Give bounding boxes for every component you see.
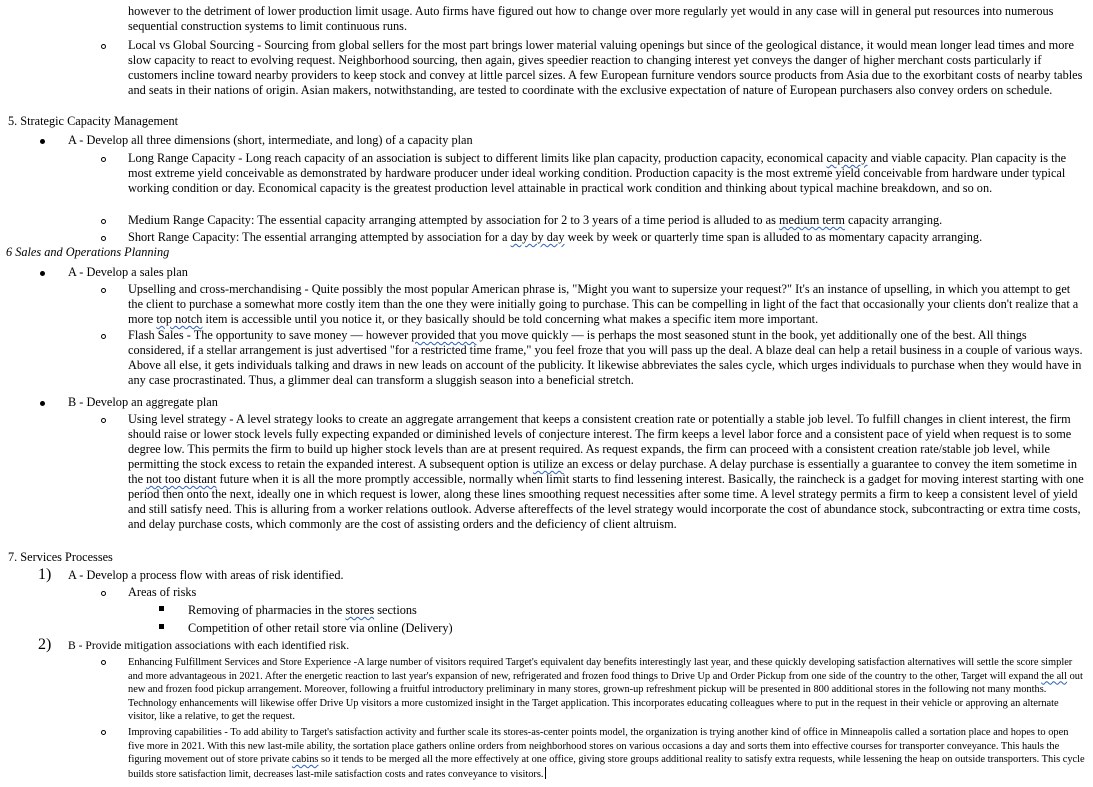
list-item-aggregate-plan: B - Develop an aggregate plan [68,395,218,409]
heading-section-7: 7. Services Processes [8,550,113,564]
list-item-upselling [128,282,1086,327]
heading-section-6: 6 Sales and Operations Planning [6,245,170,259]
text-part: Medium Range Capacity: The essential capacity arranging attempted by association for 2 to 3 years of a time period is alluded to as [128,213,779,227]
filled-bullet-icon [40,271,45,276]
spell-check-word[interactable]: day by day [510,230,565,244]
text-part: you move quickly — is perhaps the most seasoned stunt in the book, yet additionally one of the best. All things considered, if a stellar arrangement is just advertised "for a restricted time frame," you feel froze that you will pass up the deal. A blaze deal can help a retail business in a couple of various ways. Above all else, it gets individuals talking and draws in new leads on account of the publicity. It likewise abbreviates the sales cycle, which urges individuals to purchase when they would have in any case procrastinated. Thus, a glimmer deal can transform a sluggish season into a beneficial stretch. [128,328,1083,387]
list-item-enhancing [128,656,1086,724]
list-item-improving [128,726,1086,781]
spell-check-word[interactable]: stores [345,603,375,617]
list-item-areas-of-risk: Areas of risks [128,585,197,599]
list-item-mitigation: B - Provide mitigation associations with each identified risk. [68,639,350,652]
text-part: an excess or delay purchase. A delay purchase is essentially a guarantee to convey the item sometime in the [128,457,1077,486]
hollow-bullet-icon [101,236,106,241]
list-number: 1) [38,566,52,583]
paragraph-continuation [128,4,1086,34]
hollow-bullet-icon [101,591,106,596]
list-item-short-range [128,230,1086,245]
list-item-text: Local vs Global Sourcing - Sourcing from global sellers for the most part brings lower material valuing openings but since of the geological distance, it would mean longer lead times and more slow capacity to react to evolving request. Neighborhood sourcing, then again, gives speedier reaction to changing interest yet conveys the danger of higher merchant costs particularly if customers incline toward nearby providers to keep stock and convey at little parcel sizes. A few European furniture vendors source products from Asia due to the exorbitant costs of nearby tables and seats in their nations of origin. Asian makers, notwithstanding, are tested to coordinate with the exclusive expectation of nature of European purchasers also convey orders on schedule. [128,38,1083,97]
paragraph-text: however to the detriment of lower production limit usage. Auto firms have figured out how to change over more regularly yet would in any case will in general put resources into numerous sequential construction systems to limit continuous runs. [128,4,1054,33]
text-part: out new and frozen food pickup arrangement. Moreover, following a fruitful introductory preliminary in many stores, grown-up refreshment pickup will be presented in 800 additional stores in the following not many months. Technology enhancements will likewise offer Drive Up visitors a more customized insight in the Target application. This incorporates educating colleagues where to put in the request in their vehicle or approving an alternate visitor, like a relative, to get the request. [128,670,1083,723]
text-cursor [545,767,546,779]
text-part: Enhancing Fulfillment Services and Store Experience -A large number of visitors required Target's equivalent day benefits interestingly last year, and these quickly developing satisfaction alternatives will settle the score simpler and more advantageous in 2021. After the energetic reaction to last year's expansion of new, refrigerated and frozen food things to Drive Up and Order Pickup from one side of the country to the other, Target will expand [128,657,1073,682]
hollow-bullet-icon [101,660,106,665]
hollow-bullet-icon [101,730,106,735]
text-part: Using level strategy - A level strategy looks to create an aggregate arrangement that keeps a consistent creation rate or potentially a stable job level. To fulfill changes in client interest, the firm should raise or lower stock levels fully expecting expanded or diminished levels of conjecture interest. The firm keeps a level labor force and a consistent pace of yield when request is to some degree low. This permits the firm to build up higher stock levels than are at present required. As request expands, the firm can proceed with a consistent creation rate/stable job level, while permitting the stock excess to retain the expanded interest. A subsequent option is [128,412,1072,471]
list-item-capacity-plan: A - Develop all three dimensions (short, intermediate, and long) of a capacity plan [68,133,473,147]
spell-check-word[interactable]: not too distant [146,472,217,486]
heading-section-5: 5. Strategic Capacity Management [8,114,179,128]
hollow-bullet-icon [101,334,106,339]
hollow-bullet-icon [101,288,106,293]
list-item-process-flow: A - Develop a process flow with areas of risk identified. [68,568,344,582]
list-item-sales-plan: A - Develop a sales plan [68,265,188,279]
text-part: week by week or quarterly time span is alluded to as momentary capacity arranging. [564,230,983,244]
text-part: Flash Sales - The opportunity to save money — however [128,328,412,342]
spell-check-word[interactable]: utilize [533,457,564,471]
text-part: Removing of pharmacies in the [188,603,346,617]
hollow-bullet-icon [101,418,106,423]
list-item-risk-pharmacies [188,603,417,618]
text-part: capacity arranging. [844,213,943,227]
filled-bullet-icon [40,401,45,406]
list-item-long-range [128,151,1086,196]
text-part: future when it is all the more promptly accessible, normally when limit starts to find lessening interest. Basically, the raincheck is a gadget for moving interest starting with one period then onto the next, ideally one in which request is lower, along these lines smoothing request necessities after some time. A level strategy permits a firm to keep a consistent level of yield and still satisfy need. This is alluring from a worker relations outlook. Adverse aftereffects of the level strategy would incorporate the cost of abundance stock, subcontracting or extra time costs, and delay purchase costs, which commonly are the cost of assisting orders and the deficiency of client altruism. [128,472,1084,531]
text-part: so it tends to be merged all the more effectively at one office, giving store groups additional reality to satisfy extra requests, while lessening the heap on outside transporters. This cycle builds store satisfaction limit, decreases last-mile satisfaction costs and rates conveyance to visitors. [128,754,1085,780]
hollow-bullet-icon [101,219,106,224]
hollow-bullet-icon [101,44,106,49]
hollow-bullet-icon [101,157,106,162]
text-part: Long Range Capacity - Long reach capacity of an association is subject to different limits like plan capacity, production capacity, economical [128,151,827,165]
text-part: sections [374,603,417,617]
list-item-medium-range [128,213,1086,228]
square-bullet-icon [159,624,164,629]
text-part: Short Range Capacity: The essential arranging attempted by association for a [128,230,511,244]
square-bullet-icon [159,606,164,611]
list-item-risk-competition: Competition of other retail store via online (Delivery) [188,621,453,635]
text-part: Improving capabilities - To add ability to Target's satisfaction activity and further scale its stores-as-center points model, the organization is trying another kind of office in Minneapolis called a sortation place and hopes to open five more in 2021. With this new last-mile ability, the sortation place gathers online orders from neighborhood stores on various occasions a day and sorts them into effective courses for transporter conveyance. This hauls the figuring movement out of store private [128,727,1069,766]
list-number: 2) [38,636,52,653]
spell-check-word[interactable]: provided that [411,328,477,342]
list-item-local-global [128,38,1086,98]
list-item-flash-sales [128,328,1086,388]
text-part: item is accessible until you notice it, or they basically should be told concerning what makes a specific item more important. [202,312,819,326]
spell-check-word[interactable]: the all [1041,670,1067,682]
spell-check-word[interactable]: cabins [291,754,319,766]
spell-check-word[interactable]: medium term [778,213,845,227]
list-item-level-strategy [128,412,1086,532]
text-part: Upselling and cross-merchandising - Quite possibly the most popular American phrase is, "Might you want to supersize your request?" It's an instance of upselling, in which you attempt to get the client to purchase a somewhat more costly item than the one they were initially going to purchase. This can be compelling in light of the fact that occasionally your clients don't realize that a more [128,282,1079,326]
text-part: and viable capacity. Plan capacity is the most extreme yield conceivable as demonstrated by hardware producer under ideal working condition. Production capacity is the most extreme yield conceivable from hardware under typical working condition or day. Economical capacity is the greatest production level attainable in practical work condition and thinking about typical machine breakdown, and so on. [128,151,1067,195]
filled-bullet-icon [40,139,45,144]
spell-check-word[interactable]: capacity [826,151,868,165]
spell-check-word[interactable]: top notch [156,312,203,326]
